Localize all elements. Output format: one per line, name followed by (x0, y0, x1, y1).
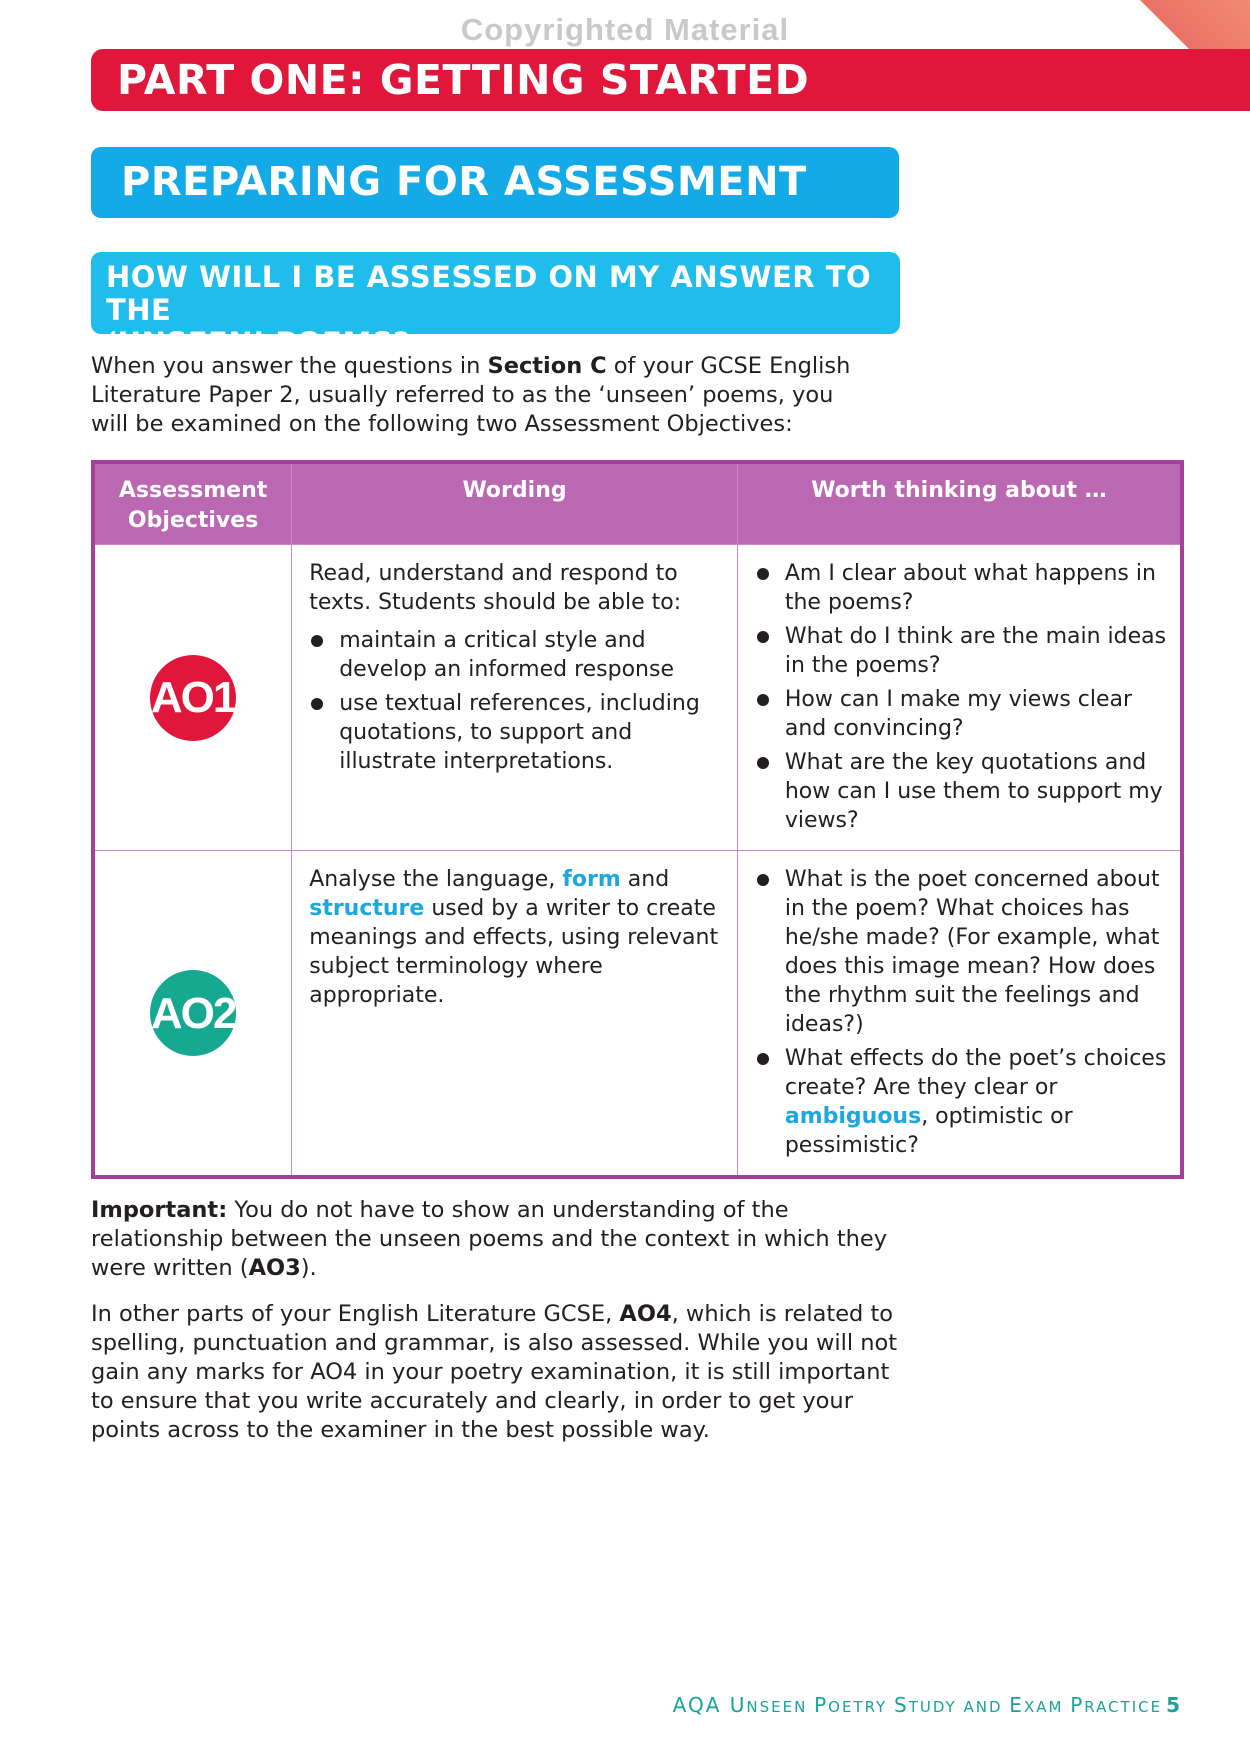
keyword-form[interactable]: form (562, 867, 621, 892)
important-text-1: You do not have to show an understanding of the relationship between the unseen poems and the context in which they were written ( (91, 1197, 888, 1281)
important-ao3-bold: AO3 (248, 1255, 301, 1281)
question-title-line2: ‘UNSEEN’ POEMS? (106, 326, 411, 360)
footer-text: P (814, 1693, 829, 1717)
list-item: Am I clear about what happens in the poems? (755, 559, 1168, 617)
ao2-thinking-cell (737, 851, 1182, 1178)
ao1-thinking-cell (737, 545, 1182, 851)
ao4-text-2: , which is related to spelling, punctuation and grammar, is also assessed. While you will not gain any marks for AO4 in your poetry examination, it is still important to ensure that you write accurately and clearly, in order to get your points across to the examiner in the best possible way. (91, 1301, 898, 1443)
footer-text: RACTICE (1084, 1698, 1163, 1716)
ao2-thinking-list (755, 865, 1168, 1160)
important-label: Important: (91, 1197, 228, 1223)
keyword-ambiguous[interactable]: ambiguous (784, 1104, 922, 1129)
list-item (755, 1044, 1168, 1160)
list-item: use textual references, including quotations, to support and illustrate interpretations. (309, 689, 725, 776)
ao1-wording-cell (292, 545, 738, 851)
keyword-structure[interactable]: structure (309, 896, 425, 921)
intro-text-1: When you answer the questions in (91, 353, 488, 379)
footer-text: E (1009, 1693, 1024, 1717)
footer-text: OETRY (828, 1698, 894, 1716)
ao4-bold: AO4 (619, 1301, 672, 1327)
footer-text: XAM (1023, 1698, 1071, 1716)
ao2-wording-text-a: Analyse the language, (309, 867, 563, 892)
ao1-badge: AO1 (150, 655, 236, 741)
assessment-objectives-table (91, 460, 1184, 1179)
ao1-wording-intro: Read, understand and respond to texts. Students should be able to: (309, 561, 682, 615)
ao2-wording-text-c: used by a writer to create meanings and effects, using relevant subject terminology where appropriate. (309, 896, 719, 1008)
header-col1-line2: Objectives (127, 508, 259, 533)
footer-text: NSEEN (746, 1698, 815, 1716)
intro-section-bold: Section C (487, 353, 607, 379)
header-wording: Wording (292, 462, 738, 545)
ao4-text-1: In other parts of your English Literature GCSE, (91, 1301, 620, 1327)
ao2-thinking-text-b: , optimistic or pessimistic? (784, 1104, 1073, 1158)
page-number: 5 (1166, 1693, 1182, 1717)
ao1-thinking-list (755, 559, 1168, 835)
intro-paragraph (91, 352, 871, 439)
list-item: maintain a critical style and develop an informed response (309, 626, 725, 684)
ao2-badge: AO2 (150, 970, 236, 1056)
question-title-banner (91, 252, 900, 360)
section-title-banner: PREPARING FOR ASSESSMENT (91, 147, 899, 218)
important-text-2: ). (300, 1255, 317, 1281)
ao2-wording-cell (292, 851, 738, 1178)
list-item: What is the poet concerned about in the poem? What choices has he/she made? (For example, what does this image mean? How does the rhythm suit the feelings and ideas?) (755, 865, 1168, 1039)
ao4-paragraph (91, 1300, 901, 1445)
page-footer (673, 1693, 1182, 1717)
copyright-watermark: Copyrighted Material (460, 12, 790, 47)
ao1-wording-list (309, 626, 725, 776)
header-col1-line1: Assessment (118, 478, 268, 503)
ao2-badge-cell (93, 851, 292, 1178)
table-row-ao1 (93, 545, 1182, 851)
important-note (91, 1196, 891, 1283)
header-worth-thinking: Worth thinking about … (737, 462, 1182, 545)
question-title-line1: HOW WILL I BE ASSESSED ON MY ANSWER TO THE (106, 260, 872, 327)
part-title-banner: PART ONE: GETTING STARTED (91, 49, 1250, 111)
ao1-badge-cell (93, 545, 292, 851)
intro-text-2: of your GCSE English Literature Paper 2, usually referred to as the ‘unseen’ poems, you will be examined on the following two Assessment Objectives: (91, 353, 851, 437)
table-header-row (93, 462, 1182, 545)
footer-text: U (729, 1693, 747, 1717)
list-item: What do I think are the main ideas in the poems? (755, 622, 1168, 680)
ao2-thinking-text-a: What effects do the poet’s choices create? Are they clear or (784, 1046, 1167, 1100)
footer-text: TUDY AND (908, 1698, 1010, 1716)
ao2-wording-text-b: and (620, 867, 670, 892)
footer-brand: AQA (672, 1693, 730, 1717)
list-item: What are the key quotations and how can I use them to support my views? (755, 748, 1168, 835)
footer-text: S (893, 1693, 909, 1717)
list-item: How can I make my views clear and convincing? (755, 685, 1168, 743)
footer-text: P (1070, 1693, 1085, 1717)
table-row-ao2 (93, 851, 1182, 1178)
header-assessment-objectives (93, 462, 292, 545)
